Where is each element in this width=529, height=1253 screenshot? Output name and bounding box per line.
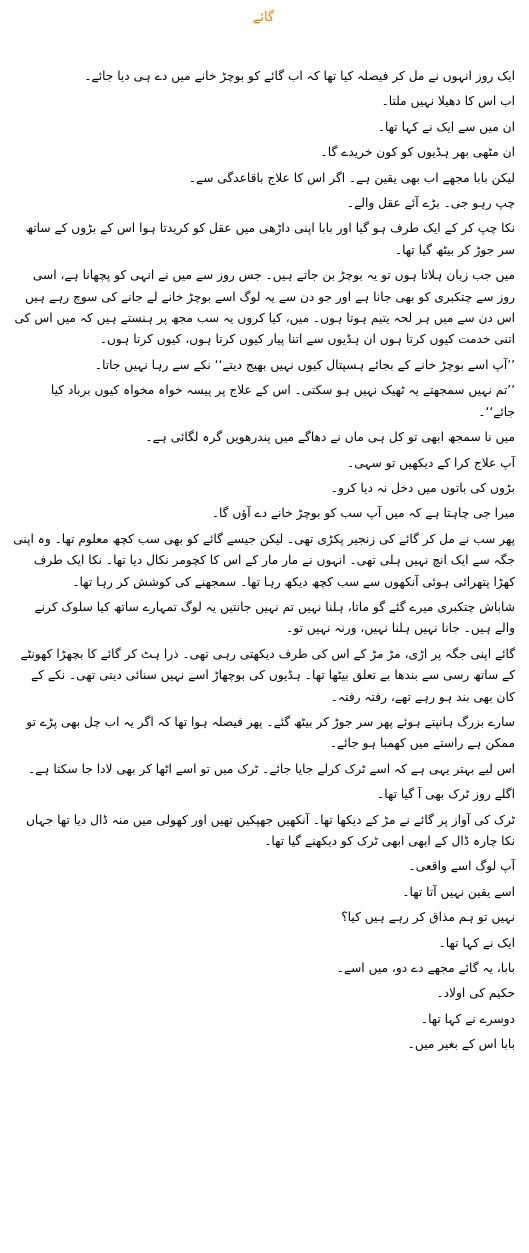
paragraph: ’’تم نہیں سمجھتے یہ ٹھیک نہیں ہو سکتی۔ اس کے علاج پر پیسہ خواہ مخواہ کیوں برباد کیا جائے‘‘۔: [50, 383, 515, 419]
paragraph: بڑوں کی باتوں میں دخل نہ دیا کرو۔: [330, 480, 515, 495]
story-title: گائے: [252, 10, 275, 25]
paragraph: حکیم کی اولاد۔: [436, 986, 515, 1001]
paragraph: بابا، یہ گائے مجھے دے دو، میں اسے۔: [336, 961, 515, 976]
paragraph: ایک نے کہا تھا۔: [438, 935, 515, 950]
paragraph: ایک روز انہوں نے مل کر فیصلہ کیا تھا کہ اب گائے کو بوچڑ خانے میں دے ہی دیا جائے۔: [84, 69, 515, 83]
paragraph: گائے اپنی جگہ پر اڑی، مڑ مڑ کے اس کی طرف دیکھتی رہی تھی۔ ذرا ہٹ کر گائے کا بچھڑا کھونٹے کے ساتھ رسی سے بندھا بے تعلق بیٹھا تھا۔ ہڈیوں کی بوچھاڑ اسے نہیں سنائی دیتی تھی۔ نکے کے کان بھی بند ہو رہے تھے، رفتہ رفتہ۔: [20, 646, 515, 704]
paragraph: میں نا سمجھ ابھی تو کل ہی ماں نے دھاگے میں پندرھویں گرہ لگائی ہے۔: [145, 430, 515, 445]
paragraph: نکا چپ کر کے ایک طرف ہو گیا اور بابا اپنی داڑھی میں عقل کو کریدتا ہوا اس کے بڑوں کے ساتھ سر جوڑ کر بیٹھ گیا تھا۔: [25, 221, 515, 257]
paragraph: میں جب زبان ہلاتا ہوں تو یہ بوچڑ بن جاتے ہیں۔ جس روز سے میں نے انہی کو پچھانا ہے، اسی روز سے چتکبری کو بھی جانا ہے اور جو دن سے یہ لوگ اسے بوچڑ خانے لے جانے کی سوچ رہے ہیں اس دن سے میں ہر لحہ یتیم ہوتا ہوں۔ میں، کیا کروں یہ سب مجھ پر ہنستے ہیں کہ میں اس کی اتنی خدمت کیوں کرتا ہوں ان ہڈیوں سے اتنا پیار کیوں کرتا ہوں، کیوں کرتا ہوں۔: [14, 268, 515, 347]
paragraph: اگلے روز ٹرک بھی آ گیا تھا۔: [377, 787, 515, 802]
paragraph: پھر سب نے مل کر گائے کی زنجیر پکڑی تھی۔ لیکن جیسے گائے کو بھی سب کچھ معلوم تھا۔ وہ اپنی جگہ سے ایک انچ نہیں ہلی تھی۔ انہوں نے مار مار کے اس کا کچومر نکال دیا تھا۔ نکا ایک طرف کھڑا پتھرائی ہوئی آنکھوں سے سب کچھ دیکھ رہا تھا۔ سمجھنے کی کوشش کر رہا تھا۔: [13, 531, 515, 589]
story-body: [12, 66, 515, 1056]
paragraph: ٹرک کی آواز پر گائے نے مڑ کے دیکھا تھا۔ آنکھیں جھپکیں تھیں اور کھولی میں منہ ڈال دیا تھا جہاں نکا چارہ ڈال کے ابھی ابھی ٹرک کو دیکھنے گیا تھا۔: [25, 812, 515, 848]
paragraph: اسے یقین نہیں آتا تھا۔: [402, 884, 515, 899]
paragraph: آپ علاج کرا کے دیکھیں تو سہی۔: [347, 455, 515, 470]
paragraph: نہیں تو ہم مذاق کر رہے ہیں کیا؟: [341, 910, 515, 925]
paragraph: شاباش چتکبری میرے گئے گو ماتا، ہلنا نہیں تم نہیں جانتیں یہ لوگ تمہارے ساتھ کیا سلوک کرنے والے ہیں۔ جانا نہیں ہلنا نہیں، ورنہ نہیں تو۔: [34, 599, 515, 636]
paragraph: دوسرے نے کہا تھا۔: [420, 1011, 515, 1026]
paragraph: میرا جی چاہتا ہے کہ میں آپ سب کو بوچڑ خانے دے آؤں گا۔: [211, 506, 515, 521]
paragraph: سارے بزرگ ہانپتے ہوئے پھر سر جوڑ کر بیٹھ گئے۔ پھر فیصلہ ہوا تھا کہ اگر یہ اب چل بھی پڑے تو ممکن ہے راستے میں کھمبا ہو جائے۔: [26, 714, 515, 751]
paragraph: آپ لوگ اسے واقعی۔: [408, 859, 515, 874]
paragraph: بابا اس کے بغیر میں۔: [407, 1037, 515, 1052]
paragraph: ’’آپ اسے بوچڑ خانے کے بجائے ہسپتال کیوں نہیں بھیج دیتے‘‘ نکے سے رہا نہیں جاتا۔: [94, 357, 515, 372]
paragraph: اب اس کا دھیلا نہیں ملتا۔: [381, 94, 515, 109]
paragraph: لیکن بابا مجھے اب بھی یقین ہے۔ اگر اس کا علاج باقاعدگی سے۔: [188, 170, 515, 185]
paragraph: اس لیے بہتر یہی ہے کہ اسے ٹرک کرلے جایا جائے۔ ٹرک میں تو اسے اٹھا کر بھی لادا جا سکتا ہے۔: [28, 761, 515, 776]
paragraph: ان میں سے ایک نے کہا تھا۔: [377, 119, 515, 134]
paragraph: ان مٹھی بھر ہڈیوں کو کون خریدے گا۔: [320, 145, 515, 160]
paragraph: چپ رہو جی۔ بڑے آئے عقل والے۔: [346, 196, 515, 211]
